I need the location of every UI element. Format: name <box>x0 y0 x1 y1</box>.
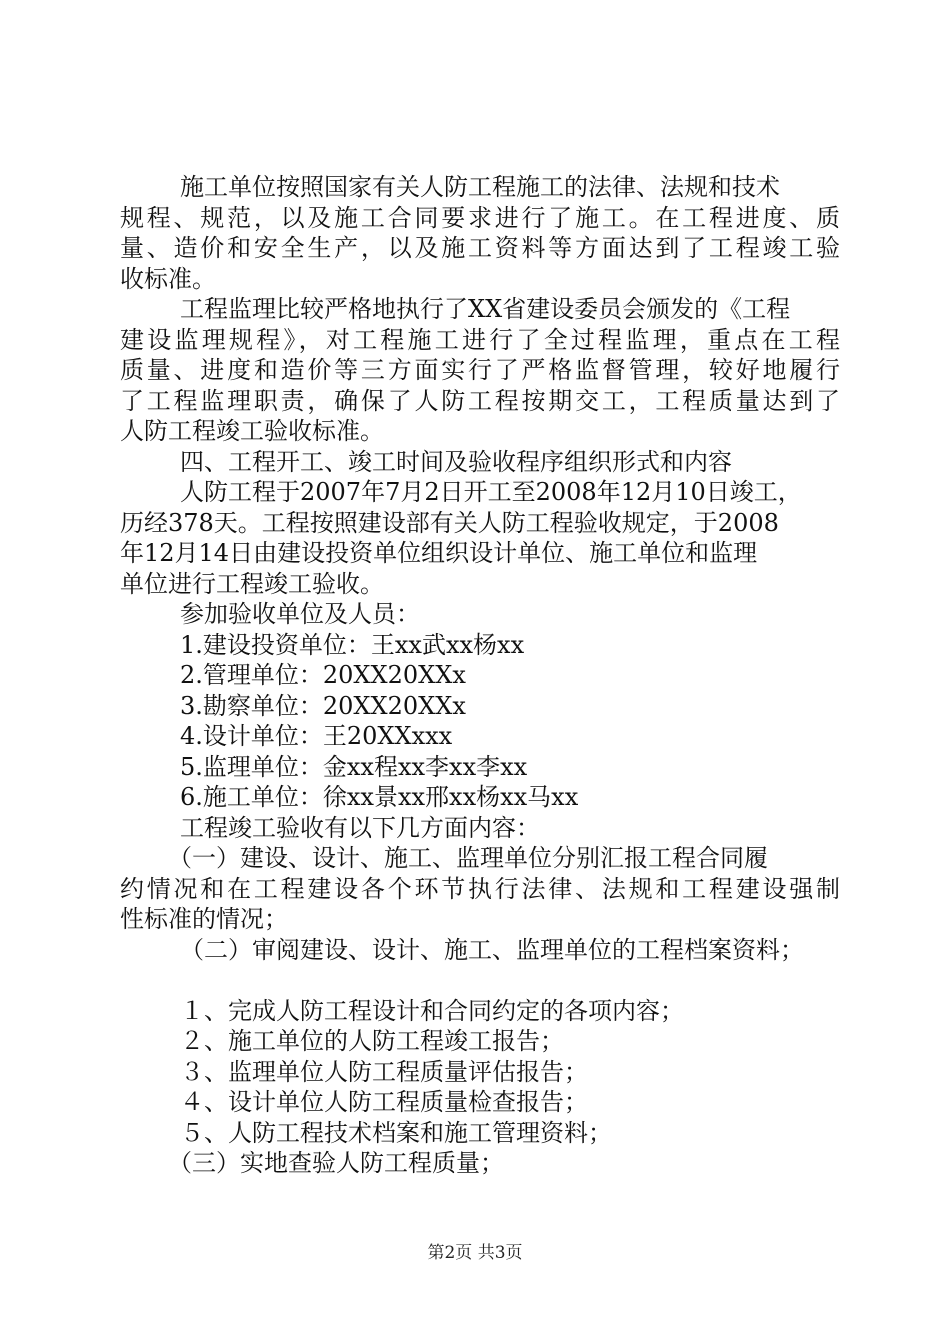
paragraph-line: 收标准。 <box>120 264 216 293</box>
list-item: 3.勘察单位：20XX20XXx <box>180 691 466 720</box>
list-item: 6.施工单位：徐xx景xx邢xx杨xx马xx <box>180 783 579 811</box>
paragraph-line: （一）建设、设计、施工、监理单位分别汇报工程合同履 <box>168 844 768 872</box>
list-item: 4.设计单位：王20XXxxx <box>180 722 453 750</box>
paragraph-line: 建设监理规程》，对工程施工进行了全过程监理，重点在工程 <box>120 325 840 354</box>
list-item: ５、人防工程技术档案和施工管理资料； <box>180 1118 612 1147</box>
list-item: ３、监理单位人防工程质量评估报告； <box>180 1057 588 1086</box>
list-item: ４、设计单位人防工程质量检查报告； <box>180 1088 588 1116</box>
paragraph-line: 量、造价和安全生产，以及施工资料等方面达到了工程竣工验 <box>120 234 840 262</box>
paragraph-line: 单位进行工程竣工验收。 <box>120 569 384 598</box>
paragraph-line: （二）审阅建设、设计、施工、监理单位的工程档案资料； <box>180 935 804 964</box>
paragraph-line: （三）实地查验人防工程质量； <box>168 1149 504 1177</box>
list-heading: 参加验收单位及人员： <box>180 600 420 628</box>
paragraph-line: 历经378天。工程按照建设部有关人防工程验收规定，于2008 <box>120 508 779 537</box>
paragraph-line: 规程、规范，以及施工合同要求进行了施工。在工程进度、质 <box>120 203 840 232</box>
paragraph-line: 性标准的情况； <box>120 905 288 933</box>
blank-line <box>120 965 840 996</box>
list-item: 5.监理单位：金xx程xx李xx李xx <box>180 752 528 781</box>
paragraph-line: 年12月14日由建设投资单位组织设计单位、施工单位和监理 <box>120 539 758 567</box>
list-item: ２、施工单位的人防工程竣工报告； <box>180 1027 564 1055</box>
paragraph-line: 人防工程于2007年7月2日开工至2008年12月10日竣工， <box>180 478 802 506</box>
list-item: １、完成人防工程设计和合同约定的各项内容； <box>180 996 684 1025</box>
page-footer: 第2页 共3页 <box>427 1243 523 1263</box>
section-heading: 四、工程开工、竣工时间及验收程序组织形式和内容 <box>180 447 732 476</box>
list-heading: 工程竣工验收有以下几方面内容： <box>180 813 540 842</box>
paragraph-line: 约情况和在工程建设各个环节执行法律、法规和工程建设强制 <box>120 874 840 903</box>
document-body <box>120 172 840 1179</box>
list-item: 2.管理单位：20XX20XXx <box>180 661 466 689</box>
list-item: 1.建设投资单位：王xx武xx杨xx <box>180 630 525 659</box>
paragraph-line: 人防工程竣工验收标准。 <box>120 417 384 445</box>
paragraph-line: 工程监理比较严格地执行了XX省建设委员会颁发的《工程 <box>180 295 791 323</box>
paragraph-line: 了工程监理职责，确保了人防工程按期交工，工程质量达到了 <box>120 386 840 415</box>
paragraph-line: 质量、进度和造价等三方面实行了严格监督管理，较好地履行 <box>120 356 840 384</box>
paragraph-line: 施工单位按照国家有关人防工程施工的法律、法规和技术 <box>180 173 780 201</box>
